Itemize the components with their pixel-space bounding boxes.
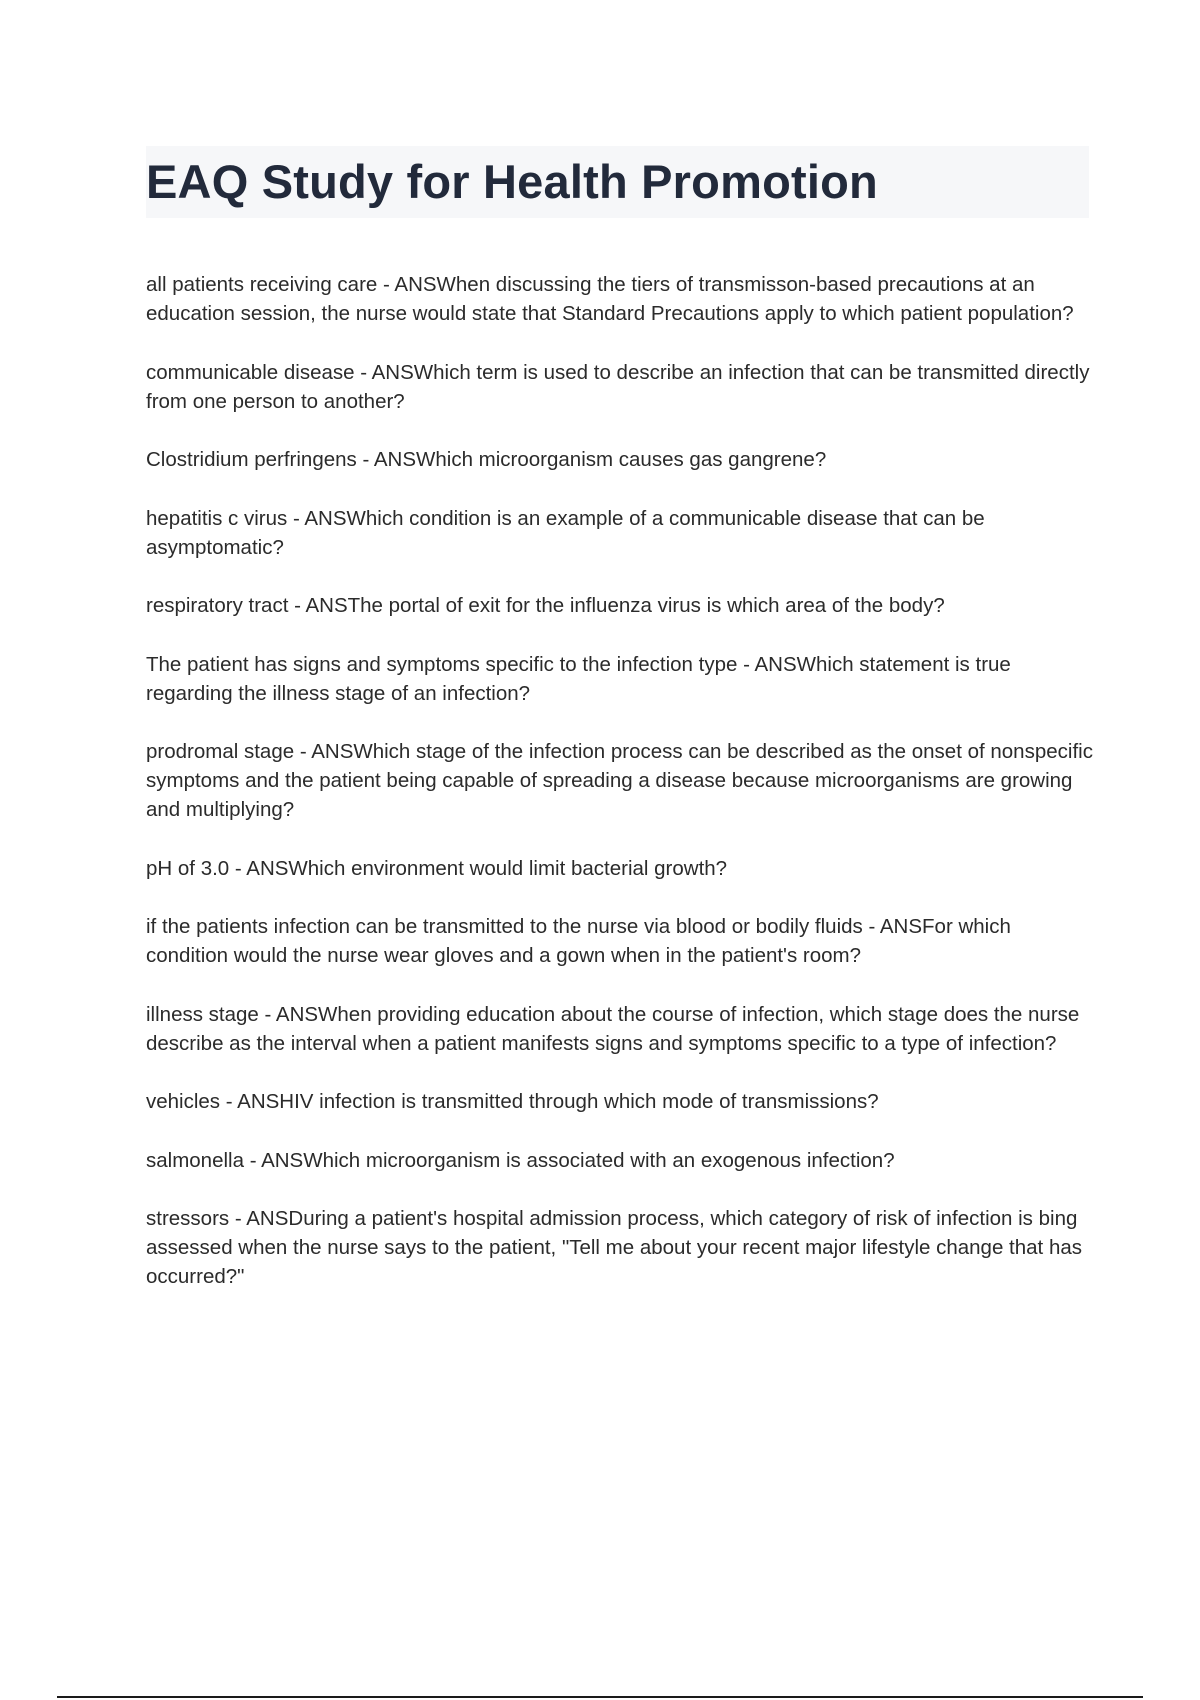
page-bottom-rule <box>57 1696 1143 1698</box>
qa-item: all patients receiving care - ANSWhen discussing the tiers of transmisson-based precautions at an education session, the nurse would state that Standard Precautions apply to which patient population? <box>146 273 1074 325</box>
qa-item: pH of 3.0 - ANSWhich environment would limit bacterial growth? <box>146 856 728 880</box>
qa-item: if the patients infection can be transmitted to the nurse via blood or bodily fluids - ANSFor which condition would the nurse wear gloves and a gown when in the patient's room? <box>146 915 1011 967</box>
qa-item: salmonella - ANSWhich microorganism is associated with an exogenous infection? <box>146 1148 895 1172</box>
qa-item: The patient has signs and symptoms specific to the infection type - ANSWhich statement is true regarding the illness stage of an infection? <box>146 652 1011 705</box>
qa-item: stressors - ANSDuring a patient's hospital admission process, which category of risk of infection is bing assessed when the nurse says to the patient, "Tell me about your recent major lifestyle change that has occurred?" <box>146 1207 1082 1288</box>
qa-item: vehicles - ANSHIV infection is transmitted through which mode of transmissions? <box>146 1090 879 1113</box>
qa-item: prodromal stage - ANSWhich stage of the infection process can be described as the onset of nonspecific symptoms and the patient being capable of spreading a disease because microorganisms are growing and multiplying? <box>146 740 1093 821</box>
qa-item: Clostridium perfringens - ANSWhich microorganism causes gas gangrene? <box>146 448 827 471</box>
qa-item: hepatitis c virus - ANSWhich condition is an example of a communicable disease that can be asymptomatic? <box>146 506 985 559</box>
qa-list <box>146 270 1096 1321</box>
document-title: EAQ Study for Health Promotion <box>146 155 878 208</box>
qa-item: illness stage - ANSWhen providing education about the course of infection, which stage does the nurse describe as the interval when a patient manifests signs and symptoms specific to a type of infection? <box>146 1002 1080 1055</box>
qa-item: respiratory tract - ANSThe portal of exit for the influenza virus is which area of the body? <box>146 594 945 617</box>
qa-item: communicable disease - ANSWhich term is used to describe an infection that can be transmitted directly from one person to another? <box>146 360 1090 413</box>
